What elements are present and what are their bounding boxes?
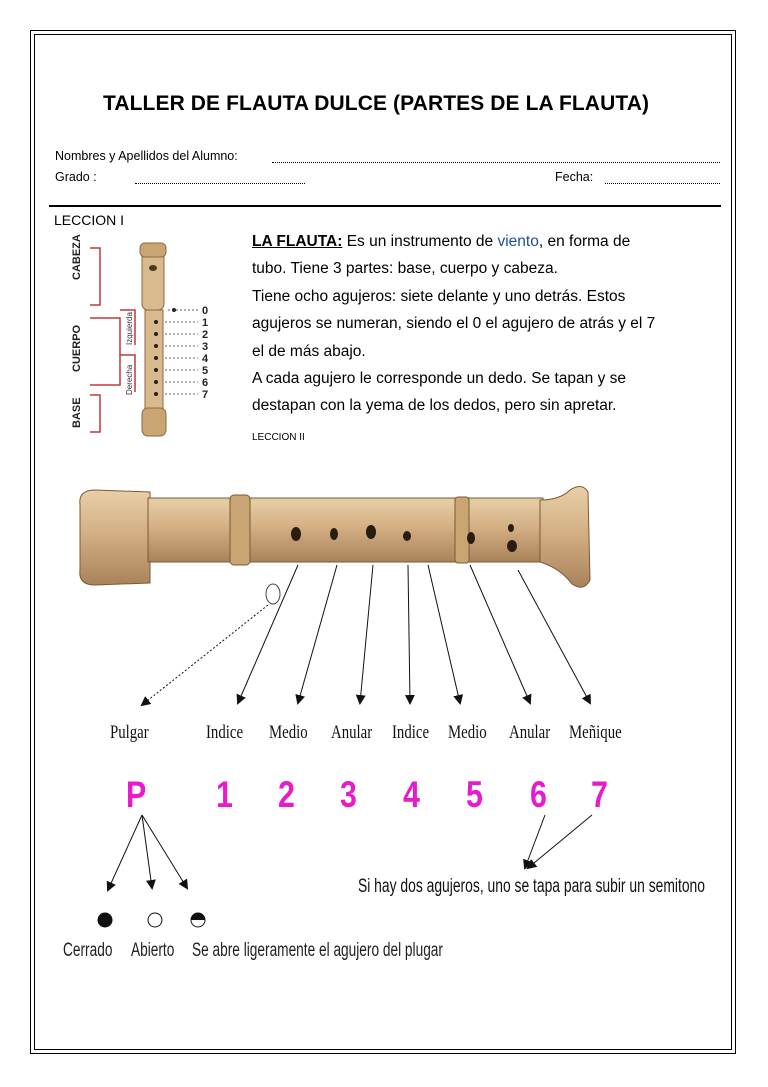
name-label: Nombres y Apellidos del Alumno: [55,149,238,163]
hole-number-0: 0 [202,305,209,317]
hole-number-2: 2 [202,329,209,341]
hole-number-5: 5 [202,365,209,377]
finger-number-6: 6 [530,774,547,815]
finger-label-indice-left: Indice [206,722,244,743]
para-line7: destapan con la yema de los dedos, pero sin apretar. [252,397,617,415]
finger-number-7: 7 [591,774,608,815]
state-label-half-open: Se abre ligeramente el agujero del plugar [192,940,443,961]
finger-label-anular-right: Anular [509,722,551,743]
finger-label-menique: Meñique [569,722,622,743]
para-line6: A cada agujero le corresponde un dedo. Se tapan y se [252,370,626,388]
viento-link[interactable]: viento [497,233,539,250]
date-label: Fecha: [555,170,594,184]
part-label-cuerpo: CUERPO [71,324,83,372]
para-line5: el de más abajo. [252,342,366,360]
hole-number-7: 7 [202,389,209,401]
finger-label-medio-right: Medio [448,722,487,743]
hole-number-1: 1 [202,317,209,329]
flute-heading: LA FLAUTA: [252,233,343,250]
finger-label-indice-right: Indice [392,722,430,743]
grade-label: Grado : [55,170,97,184]
semitone-note: Si hay dos agujeros, uno se tapa para subir un semitono [358,876,705,897]
finger-label-pulgar: Pulgar [110,722,149,743]
hand-label-left: Izquierda [125,312,134,345]
page-title: TALLER DE FLAUTA DULCE (PARTES DE LA FLAUTA) [103,92,650,115]
state-label-cerrado: Cerrado [63,940,113,961]
para-line2: tubo. Tiene 3 partes: base, cuerpo y cabeza. [252,260,558,278]
hand-label-right: Derecha [125,364,134,395]
lesson2-label: LECCION II [252,432,305,443]
para-line1-b: , en forma de [538,233,631,250]
finger-label-medio-left: Medio [269,722,308,743]
part-label-cabeza: CABEZA [71,234,83,280]
finger-number-3: 3 [340,774,357,815]
finger-number-5: 5 [466,774,483,815]
finger-number-4: 4 [403,774,420,815]
state-label-abierto: Abierto [131,940,175,961]
hole-number-4: 4 [202,353,209,365]
para-line1-a: Es un instrumento de [342,233,498,250]
finger-number-2: 2 [278,774,295,815]
hole-number-6: 6 [202,377,209,389]
hole-number-3: 3 [202,341,209,353]
finger-label-anular-left: Anular [331,722,373,743]
lesson1-label: LECCION I [54,212,125,228]
finger-number-p: P [126,774,147,815]
para-line3: Tiene ocho agujeros: siete delante y uno detrás. Estos [252,287,626,305]
para-line4: agujeros se numeran, siendo el 0 el agujero de atrás y el 7 [252,315,656,333]
part-label-base: BASE [71,397,83,428]
finger-number-1: 1 [216,774,233,815]
